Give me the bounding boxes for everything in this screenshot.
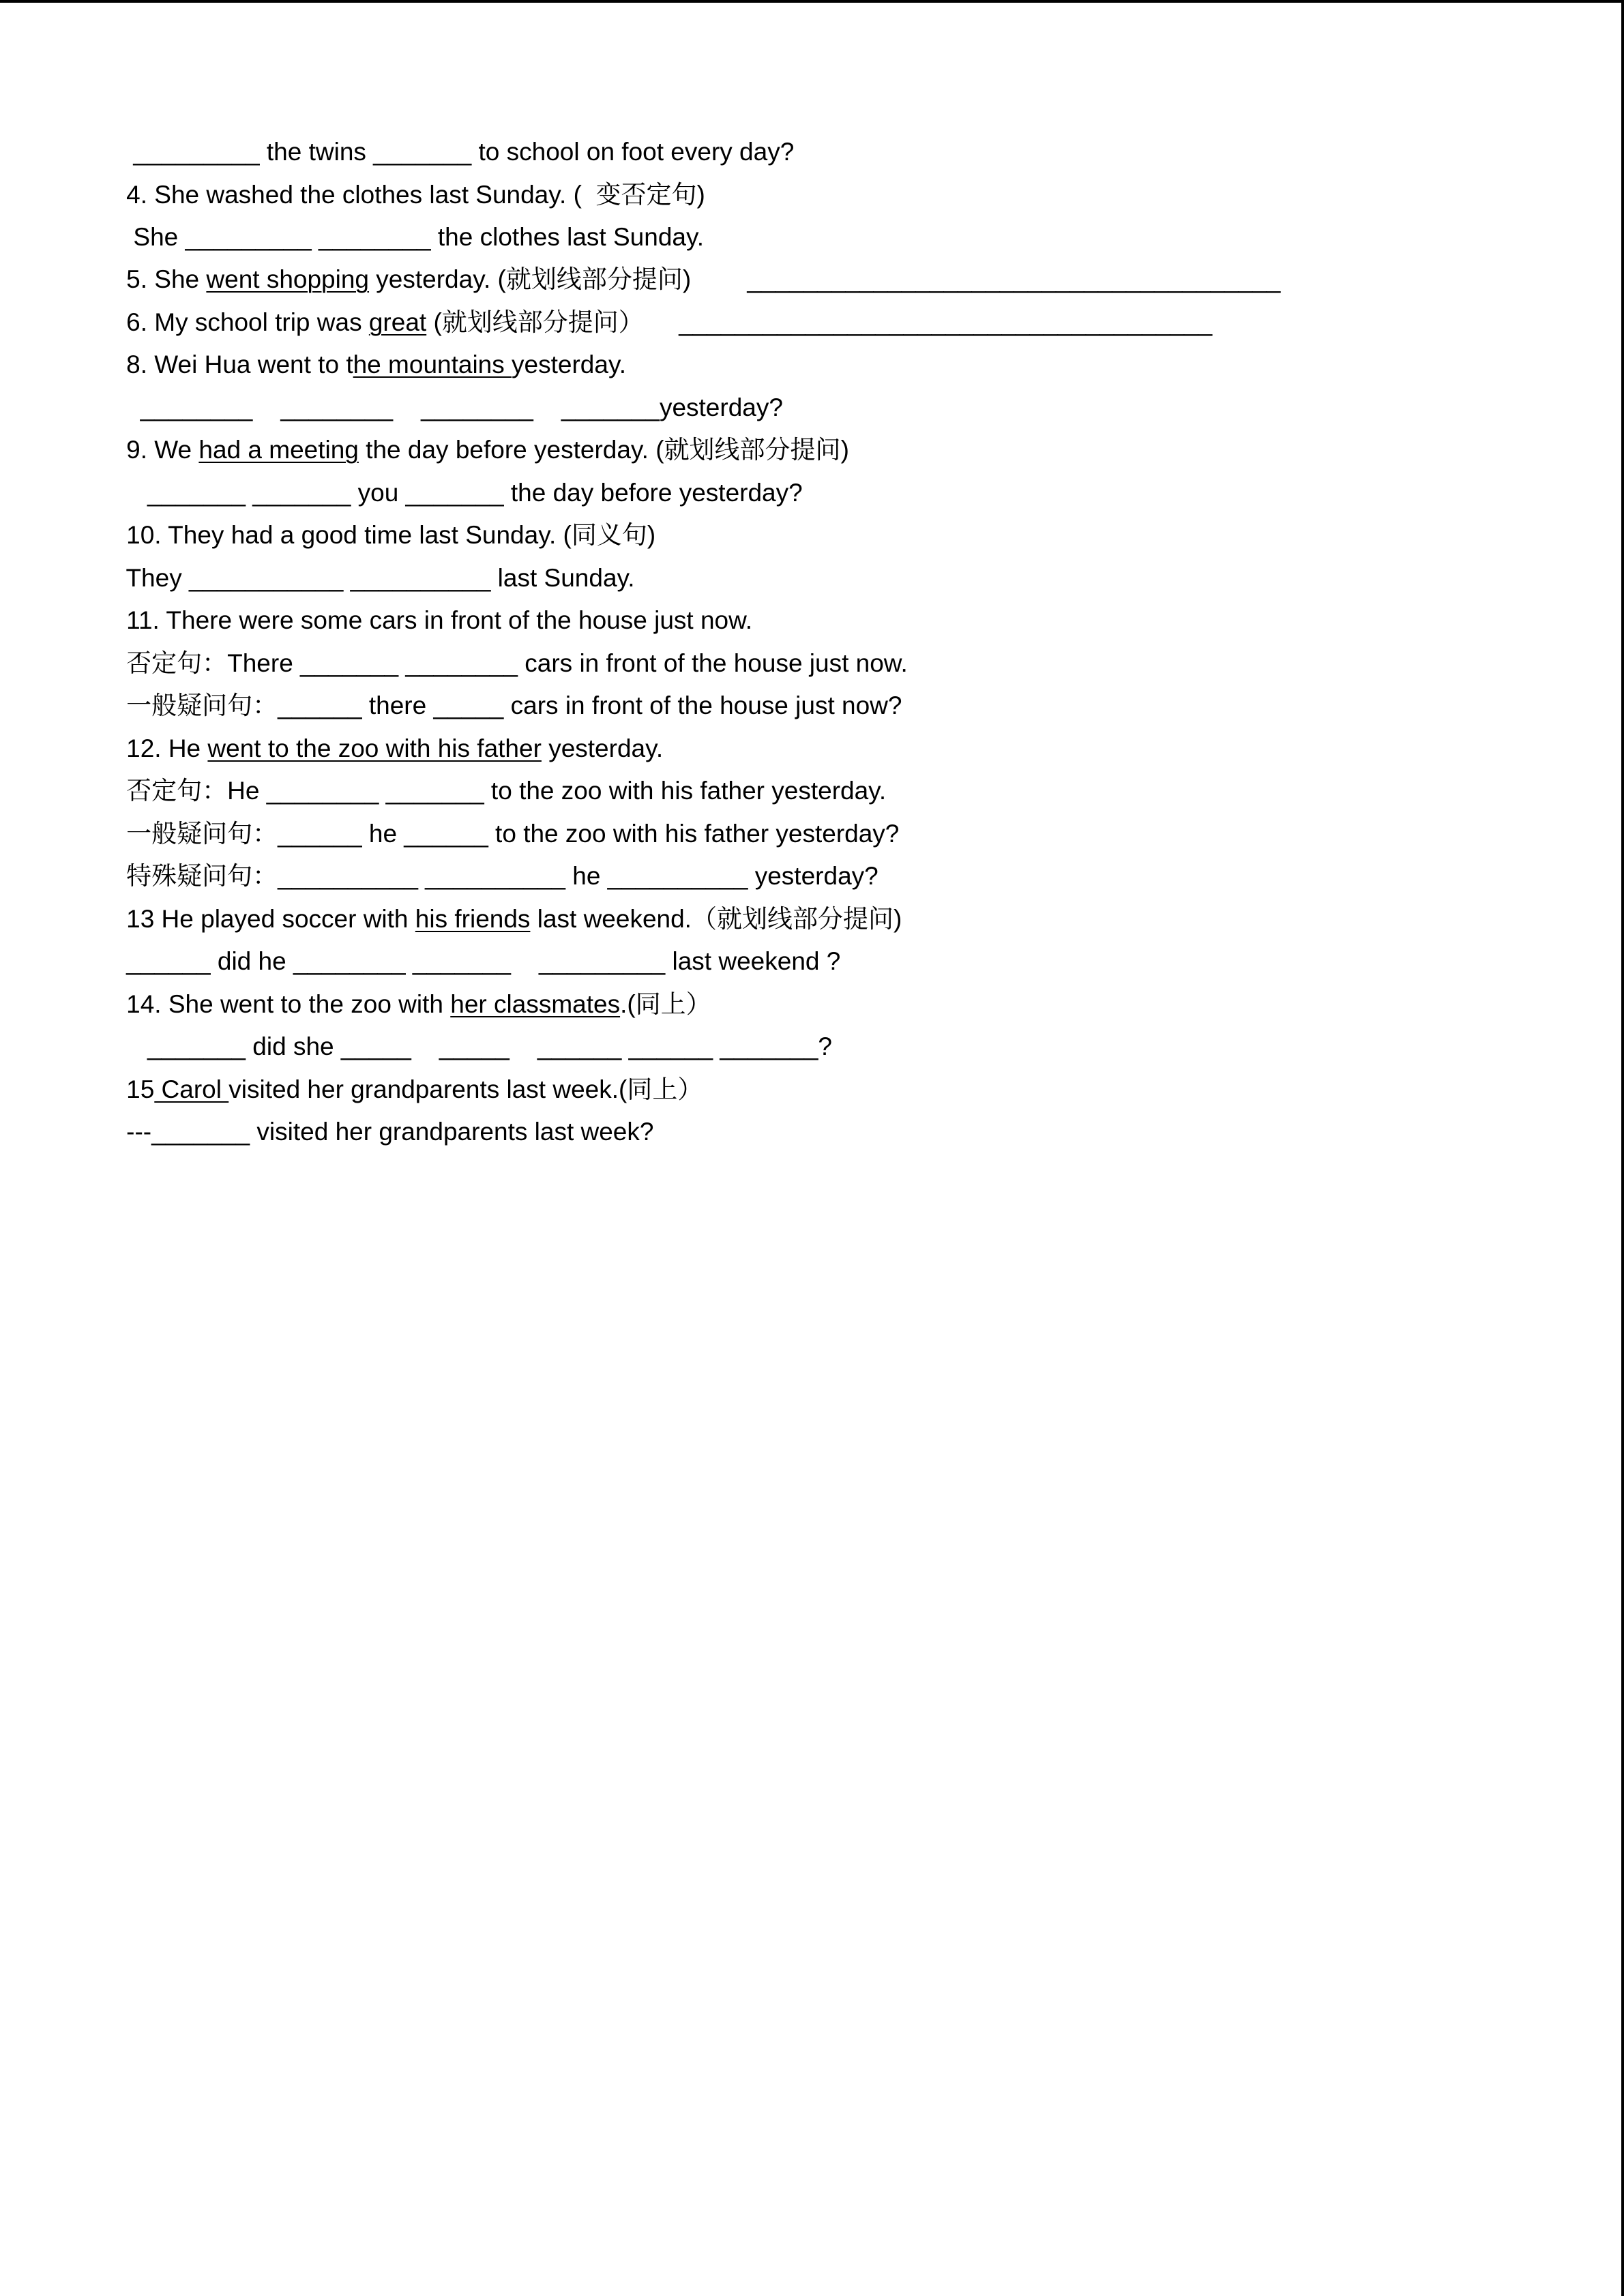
exercise-line	[98, 785, 900, 848]
line-text: He ________ _______ to the zoo with his father yesterday.	[227, 777, 887, 805]
exercise-line	[98, 103, 795, 166]
line-text: visited her grandparents last week.(	[228, 1075, 628, 1103]
exercise-line	[98, 529, 635, 592]
line-text: 9. We	[126, 436, 199, 464]
exercise-line	[98, 700, 664, 762]
line-text: )	[696, 181, 705, 209]
line-text: the day before yesterday. (	[358, 436, 664, 464]
instruction-text: 一般疑问句：	[126, 691, 278, 720]
line-text: ---_______ visited her grandparents last week?	[126, 1118, 654, 1146]
line-text: ______ did he ________ _______ _________ last weekend ?	[126, 947, 841, 975]
exercise-line	[98, 827, 879, 891]
underlined-phrase: Carol	[154, 1075, 229, 1103]
exercise-line	[98, 316, 626, 378]
line-text: ________ ________ ________ _______yesterday?	[126, 393, 783, 421]
answer-blank: ) ______________________________________	[682, 265, 1281, 293]
line-text: )	[647, 521, 656, 549]
line-text: )	[893, 905, 902, 933]
instruction-text: 同上）	[627, 1075, 703, 1104]
exercise-line	[98, 230, 1281, 294]
line-text: 5. She	[126, 265, 207, 293]
line-text: 13 He played soccer with	[126, 905, 415, 933]
exercise-line	[98, 1041, 703, 1104]
instruction-text: 同义句	[571, 520, 647, 550]
line-text: 6. My school trip was	[126, 308, 369, 336]
line-text: They ___________ __________ last Sunday.	[126, 564, 635, 592]
line-text: yesterday.	[512, 351, 626, 378]
instruction-text: 否定句：	[126, 776, 228, 805]
line-text: There _______ ________ cars in front of the house just now.	[227, 649, 908, 677]
line-text: yesterday.	[541, 734, 664, 762]
exercise-line	[98, 742, 887, 805]
line-text: 15	[126, 1075, 155, 1103]
line-text: yesterday. (	[369, 265, 506, 293]
exercise-line	[98, 146, 705, 209]
instruction-text: （就划线部分提问	[691, 904, 894, 934]
exercise-line	[98, 1083, 654, 1146]
exercise-line	[98, 188, 705, 251]
exercise-line	[98, 955, 711, 1019]
underlined-phrase: great	[368, 308, 427, 336]
line-text: 14. She went to the zoo with	[126, 990, 451, 1018]
instruction-text: 同上）	[635, 989, 711, 1019]
exercise-line	[98, 444, 803, 507]
instruction-text: 就划线部分提问	[505, 265, 683, 294]
line-text: She _________ ________ the clothes last Sunday.	[126, 223, 705, 251]
exercise-line	[98, 401, 849, 464]
line-text: 10. They had a good time last Sunday. (	[126, 521, 572, 549]
underlined-phrase: he mountains	[353, 351, 512, 378]
line-text: __________ __________ he __________ yesterday?	[278, 862, 879, 890]
line-text: _______ did she _____ _____ ______ ______ _______?	[126, 1032, 833, 1060]
exercise-line	[98, 486, 656, 550]
answer-blank: ______________________________________	[643, 308, 1213, 336]
line-text: 12. He	[126, 734, 208, 762]
instruction-text: 特殊疑问句：	[126, 861, 278, 891]
line-text: ______ there _____ cars in front of the house just now?	[278, 691, 902, 719]
page-right-border	[1621, 0, 1624, 2296]
exercise-line	[98, 359, 783, 421]
instruction-text: 否定句：	[126, 648, 228, 678]
line-text: (	[426, 308, 442, 336]
line-text: 11. There were some cars in front of the house just now.	[126, 606, 753, 634]
exercise-line	[98, 273, 1213, 337]
exercise-line	[98, 998, 833, 1060]
line-text: 4. She washed the clothes last Sunday. (	[126, 181, 596, 209]
line-text: _________ the twins _______ to school on foot every day?	[126, 138, 795, 166]
line-text: last weekend.	[530, 905, 692, 933]
line-text: 8. Wei Hua went to t	[126, 351, 353, 378]
line-text: .(	[620, 990, 636, 1018]
exercise-line	[98, 614, 908, 678]
exercise-line	[98, 657, 902, 720]
instruction-text: 就划线部分提问）	[441, 308, 644, 337]
line-text: )	[840, 436, 849, 464]
line-text: ______ he ______ to the zoo with his father yesterday?	[278, 820, 900, 848]
page-top-border	[0, 0, 1624, 3]
exercise-line	[98, 912, 841, 975]
underlined-phrase: her classmates	[450, 990, 621, 1018]
exercise-line	[98, 571, 753, 634]
underlined-phrase: had a meeting	[198, 436, 359, 464]
instruction-text: 变否定句	[595, 180, 697, 209]
underlined-phrase: his friends	[415, 905, 531, 933]
instruction-text: 就划线部分提问	[664, 435, 841, 464]
instruction-text: 一般疑问句：	[126, 819, 278, 848]
underlined-phrase: went shopping	[206, 265, 370, 293]
exercise-line	[98, 870, 902, 934]
line-text: _______ _______ you _______ the day before yesterday?	[126, 479, 803, 507]
underlined-phrase: went to the zoo with his father	[207, 734, 542, 762]
